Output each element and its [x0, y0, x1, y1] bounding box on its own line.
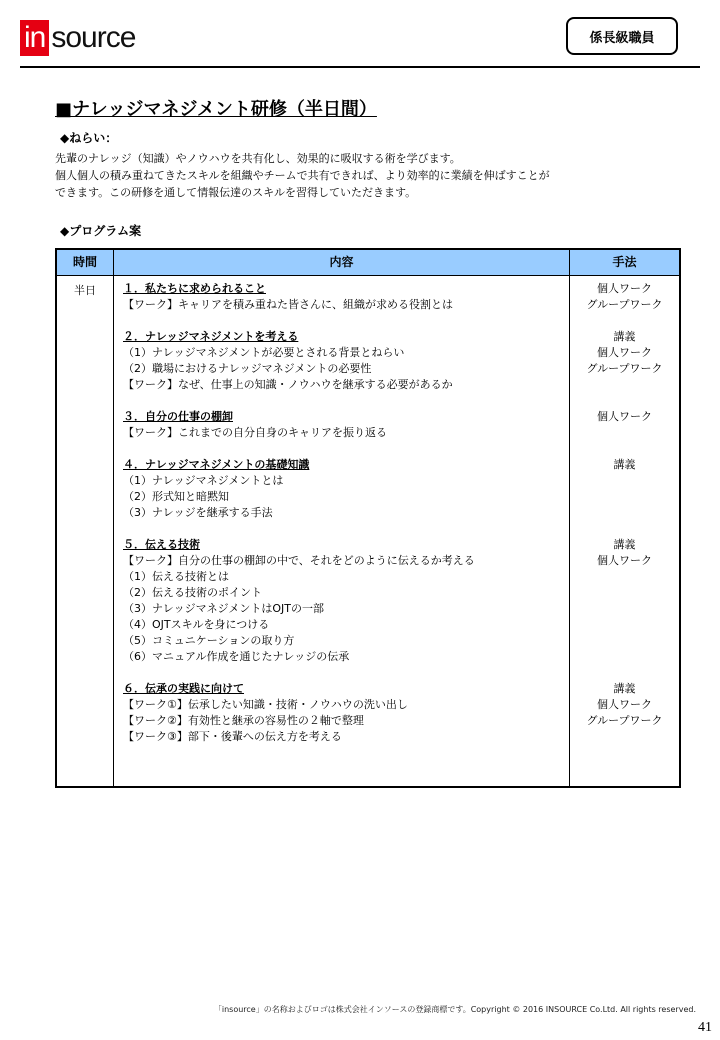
block-heading: ３．自分の仕事の棚卸 — [123, 410, 233, 423]
method-spacer — [570, 649, 679, 665]
target-badge: 係長級職員 — [566, 17, 678, 55]
method-item: グループワーク — [586, 298, 663, 311]
program-heading: ◆プログラム案 — [60, 224, 142, 238]
program-block — [123, 681, 569, 745]
aim-text — [55, 150, 675, 201]
page-number: 41 — [698, 1020, 712, 1035]
block-item: （2）形式知と暗黙知 — [123, 490, 229, 503]
method-block — [570, 281, 679, 313]
method-spacer — [570, 377, 679, 393]
block-item: 【ワーク③】部下・後輩への伝え方を考える — [123, 730, 342, 743]
method-item: 個人ワーク — [597, 410, 652, 423]
aim-line: 個人個人の積み重ねてきたスキルを組織やチームで共有できれば、より効率的に業績を伸ばすことが — [55, 169, 550, 182]
method-block — [570, 537, 679, 665]
column-divider — [113, 250, 114, 786]
logo-rest-text: source — [51, 21, 136, 54]
table-header — [57, 250, 679, 276]
block-item: （2）職場におけるナレッジマネジメントの必要性 — [123, 362, 372, 375]
method-item: 個人ワーク — [597, 698, 652, 711]
method-spacer — [570, 473, 679, 489]
block-heading: ２．ナレッジマネジメントを考える — [123, 330, 299, 343]
time-cell: 半日 — [74, 284, 96, 297]
block-item: （3）ナレッジマネジメントはOJTの一部 — [123, 602, 324, 615]
block-item: 【ワーク①】伝承したい知識・技術・ノウハウの洗い出し — [123, 698, 408, 711]
block-heading: ５．伝える技術 — [123, 538, 200, 551]
method-spacer — [570, 585, 679, 601]
insource-logo — [20, 20, 135, 56]
header-time: 時間 — [72, 255, 97, 269]
method-spacer — [570, 617, 679, 633]
logo-box-text: in — [20, 20, 49, 56]
header-divider — [20, 66, 700, 68]
method-block — [570, 681, 679, 745]
block-item: （2）伝える技術のポイント — [123, 586, 262, 599]
method-item: 個人ワーク — [597, 346, 652, 359]
program-table — [55, 248, 681, 788]
block-item: 【ワーク②】有効性と継承の容易性の２軸で整理 — [123, 714, 364, 727]
block-item: 【ワーク】これまでの自分自身のキャリアを振り返る — [123, 426, 387, 439]
header-content: 内容 — [329, 255, 354, 269]
method-spacer — [570, 569, 679, 585]
method-spacer — [570, 729, 679, 745]
method-item: グループワーク — [586, 714, 663, 727]
block-item: （1）伝える技術とは — [123, 570, 229, 583]
method-item: 個人ワーク — [597, 282, 652, 295]
method-spacer — [570, 601, 679, 617]
block-item: （4）OJTスキルを身につける — [123, 618, 270, 631]
method-spacer — [570, 633, 679, 649]
program-block — [123, 537, 569, 665]
method-item: 講義 — [613, 458, 636, 471]
method-item: 講義 — [613, 538, 636, 551]
method-item: 講義 — [613, 330, 636, 343]
block-item: 【ワーク】なぜ、仕事上の知識・ノウハウを継承する必要があるか — [123, 378, 453, 391]
program-block — [123, 457, 569, 521]
method-spacer — [570, 489, 679, 505]
method-spacer — [570, 505, 679, 521]
method-column — [570, 281, 679, 761]
copyright-footer: 「insource」の名称およびロゴは株式会社インソースの登録商標です。Copyright © 2016 INSOURCE Co.Ltd. All rights reserved. — [213, 1005, 696, 1014]
method-block — [570, 329, 679, 393]
aim-line: 先輩のナレッジ（知識）やノウハウを共有化し、効果的に吸収する術を学びます。 — [55, 152, 461, 165]
aim-line: できます。この研修を通して情報伝達のスキルを習得していただきます。 — [55, 186, 417, 199]
block-item: （5）コミュニケーションの取り方 — [123, 634, 295, 647]
content-column — [123, 281, 569, 761]
block-item: （3）ナレッジを継承する手法 — [123, 506, 273, 519]
program-block — [123, 281, 569, 313]
block-heading: １．私たちに求められること — [123, 282, 266, 295]
method-item: 個人ワーク — [597, 554, 652, 567]
header-method: 手法 — [612, 255, 637, 269]
block-item: （1）ナレッジマネジメントが必要とされる背景とねらい — [123, 346, 405, 359]
program-block — [123, 329, 569, 393]
block-item: 【ワーク】自分の仕事の棚卸の中で、それをどのように伝えるか考える — [123, 554, 475, 567]
aim-heading: ◆ねらい： — [60, 131, 118, 145]
program-block — [123, 409, 569, 441]
method-item: グループワーク — [586, 362, 663, 375]
block-heading: ６．伝承の実践に向けて — [123, 682, 244, 695]
method-block — [570, 409, 679, 441]
method-spacer — [570, 425, 679, 441]
page-title: ■ナレッジマネジメント研修（半日間） — [55, 99, 377, 120]
method-block — [570, 457, 679, 521]
block-item: （6）マニュアル作成を通じたナレッジの伝承 — [123, 650, 350, 663]
method-item: 講義 — [613, 682, 636, 695]
block-heading: ４．ナレッジマネジメントの基礎知識 — [123, 458, 310, 471]
block-item: 【ワーク】キャリアを積み重ねた皆さんに、組織が求める役割とは — [123, 298, 453, 311]
block-item: （1）ナレッジマネジメントとは — [123, 474, 284, 487]
